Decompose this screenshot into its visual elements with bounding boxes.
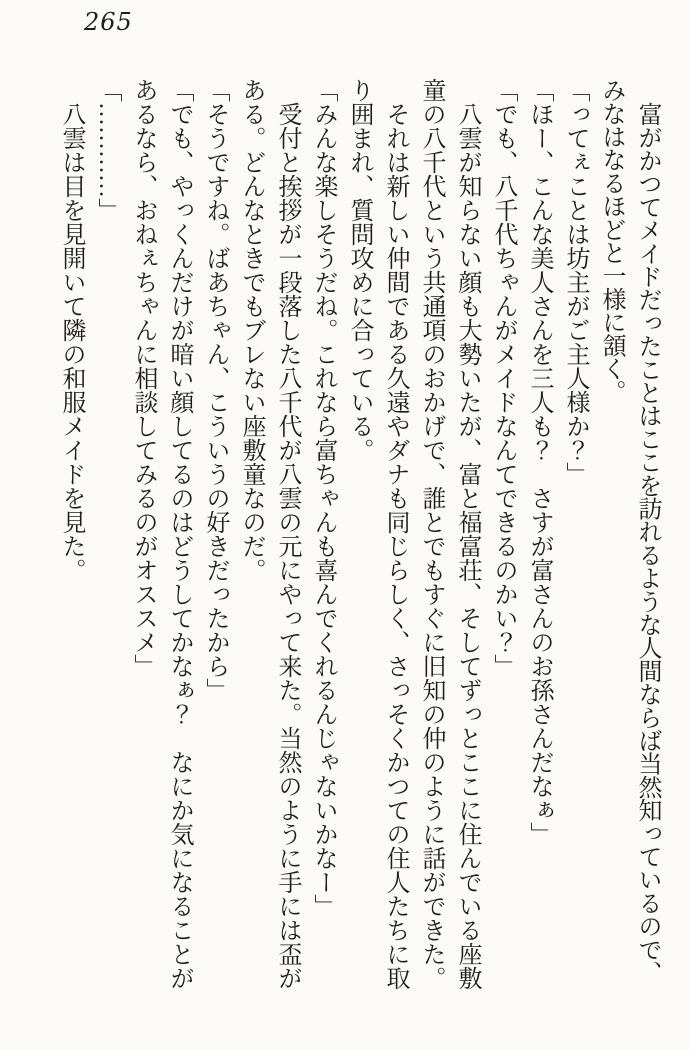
- body-text-block: [53, 78, 665, 993]
- paragraph: 「そうですね。ばあちゃん、こういうの好きだったから」: [202, 78, 228, 702]
- paragraph: それは新しい仲間である久遠やダナも同じらしく、さっそくかつての住人たちに取り囲まれ、質問攻めに合っている。: [346, 78, 408, 990]
- paragraph: 「ほー、こんな美人さんを三人も？ さすが富さんのお孫さんだなぁ」: [526, 78, 552, 846]
- paragraph: 八雲は目を見開いて隣の和服メイドを見た。: [58, 102, 84, 582]
- paragraph: 「みんな楽しそうだね。これなら富ちゃんも喜んでくれるんじゃないかなー」: [310, 78, 336, 918]
- paragraph: 八雲が知らない顔も大勢いたが、富と福富荘、そしてずっとここに住んでいる座敷童の八千代という共通項のおかげで、誰とでもすぐに旧知の仲のように話ができた。: [418, 78, 480, 990]
- paragraph: 「ってぇことは坊主がご主人様か？」: [562, 78, 588, 486]
- paragraph: 「でも、八千代ちゃんがメイドなんてできるのかい？」: [490, 78, 516, 678]
- paragraph: 富がかつてメイドだったことはここを訪れるような人間ならば当然知っているので、みなはなるほどと一様に頷く。: [598, 78, 660, 984]
- paragraph: 受付と挨拶が一段落した八千代が八雲の元にやって来た。当然のように手には盃がある。どんなときでもブレない座敷童なのだ。: [238, 78, 300, 990]
- paragraph: 「でも、やっくんだけが暗い顔してるのはどうしてかなぁ？ なにか気になることがあるなら、おねぇちゃんに相談してみるのがオススメ」: [130, 78, 192, 990]
- page-number: 265: [84, 8, 133, 36]
- paragraph: 「…………」: [94, 78, 120, 222]
